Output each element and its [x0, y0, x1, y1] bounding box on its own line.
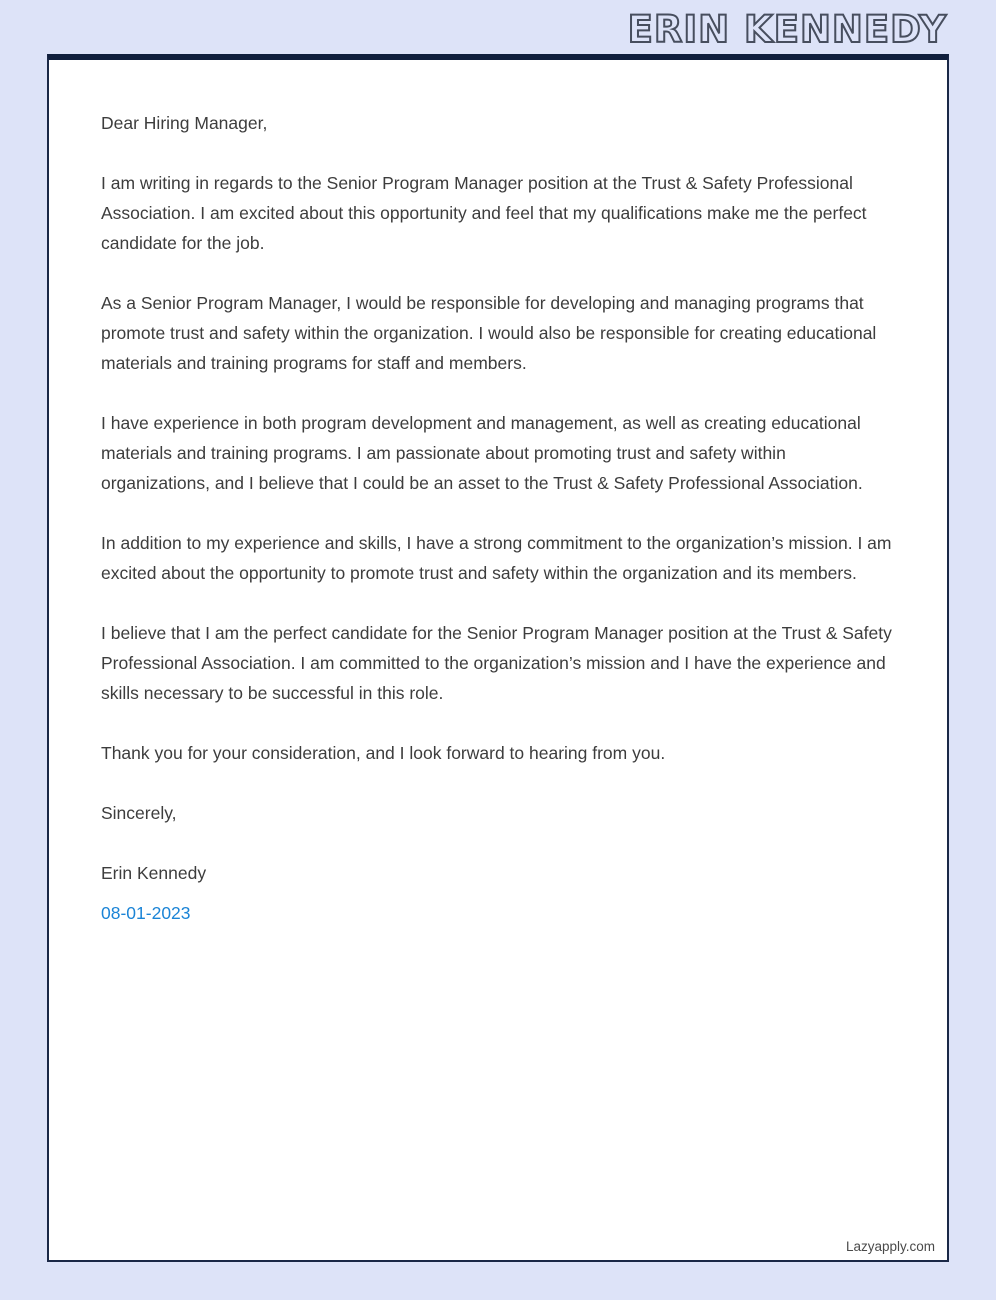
date-link[interactable]: 08-01-2023 — [101, 903, 191, 923]
header — [47, 0, 949, 54]
closing: Sincerely, — [101, 803, 177, 823]
letter-page — [47, 54, 949, 1262]
date-line — [101, 898, 895, 928]
paragraph: As a Senior Program Manager, I would be responsible for developing and managing programs that promote trust and safety within the organization. I would also be responsible for creating educational materials and training programs for staff and members. — [101, 293, 877, 373]
header-name: ERIN KENNEDY — [627, 8, 947, 51]
salutation: Dear Hiring Manager, — [101, 113, 268, 133]
letter-content — [101, 108, 895, 928]
paragraph: Thank you for your consideration, and I look forward to hearing from you. — [101, 743, 666, 763]
paragraph: I believe that I am the perfect candidate for the Senior Program Manager position at the Trust & Safety Professional Association. I am committed to the organization’s mission and I have the experience and skills necessary to be successful in this role. — [101, 623, 892, 703]
watermark: Lazyapply.com — [845, 1239, 935, 1254]
paragraph: I am writing in regards to the Senior Program Manager position at the Trust & Safety Professional Association. I am excited about this opportunity and feel that my qualifications make me the perfect candidate for the job. — [101, 173, 867, 253]
signature-name: Erin Kennedy — [101, 863, 207, 883]
paragraph: In addition to my experience and skills, I have a strong commitment to the organization’s mission. I am excited about the opportunity to promote trust and safety within the organization and its members. — [101, 533, 892, 583]
paragraph: I have experience in both program development and management, as well as creating educational materials and training programs. I am passionate about promoting trust and safety within organizations, and I believe that I could be an asset to the Trust & Safety Professional Association. — [101, 413, 863, 493]
